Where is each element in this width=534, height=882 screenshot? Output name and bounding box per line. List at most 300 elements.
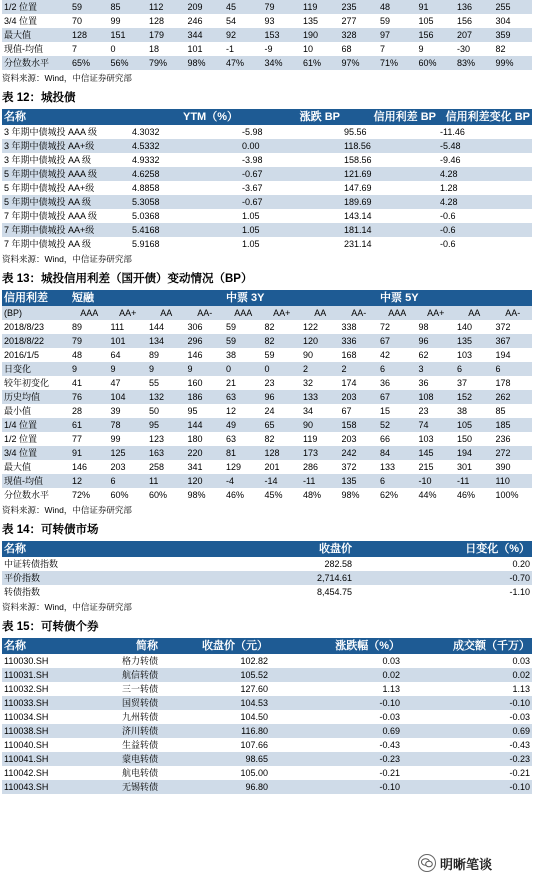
table-cell: 151 — [109, 28, 148, 42]
table-14-header-row — [2, 541, 532, 557]
col-header-spread-change-bp: 信用利差变化 BP — [438, 109, 532, 125]
table-cell: 9 — [147, 362, 186, 376]
table-row — [2, 418, 532, 432]
table-row — [2, 320, 532, 334]
table-row — [2, 654, 532, 668]
table-cell: 110 — [494, 474, 533, 488]
table-cell: 61 — [70, 418, 109, 432]
table-cell: 49 — [224, 418, 263, 432]
table-cell: 32 — [303, 378, 314, 388]
table-cell: 242 — [340, 446, 379, 460]
table-cell: 78 — [109, 418, 148, 432]
table-row — [2, 223, 532, 237]
table-cell: -0.10 — [270, 696, 402, 710]
table-cell: 63 — [224, 390, 263, 404]
table-cell: 100% — [495, 490, 519, 500]
table-cell: 1.05 — [242, 211, 260, 221]
table-cell: -0.21 — [509, 768, 530, 778]
table-cell: 国贸转债 — [102, 696, 160, 710]
table-cell: 194 — [495, 350, 511, 360]
table-cell: 9 — [186, 362, 225, 376]
table-cell: 42 — [380, 350, 391, 360]
table-cell: 74 — [417, 418, 456, 432]
table-cell: 79% — [147, 56, 186, 70]
table-cell: 11 — [147, 474, 186, 488]
table-cell: 54 — [226, 16, 237, 26]
table-cell: 163 — [147, 446, 186, 460]
table-cell: 236 — [495, 434, 511, 444]
rating-header: AA- — [494, 306, 533, 320]
table-cell: 135 — [303, 16, 319, 26]
table-cell: 201 — [264, 462, 280, 472]
table-cell: 76 — [70, 390, 109, 404]
table-cell: 46% — [457, 490, 476, 500]
rating-header: AA+ — [417, 306, 456, 320]
table-row — [2, 376, 532, 390]
table-cell: 338 — [341, 322, 357, 332]
table-cell: 0.03 — [382, 656, 400, 666]
table-cell: 21 — [226, 378, 237, 388]
table-cell: 119 — [301, 0, 340, 14]
table-cell: 84 — [378, 446, 417, 460]
table-row — [2, 390, 532, 404]
bond-code: 110041.SH — [2, 752, 102, 766]
table-cell: 258 — [149, 462, 165, 472]
table-cell: 6 — [494, 362, 533, 376]
table-cell: 133 — [380, 462, 396, 472]
row-label: 7 年期中债城投 AA 级 — [4, 239, 92, 249]
table-cell: 6 — [378, 362, 417, 376]
table-cell: 122 — [303, 322, 319, 332]
table-row — [2, 195, 532, 209]
row-label: 较年初变化 — [4, 378, 50, 388]
table-row — [2, 348, 532, 362]
row-label: 3 年期中债城投 AA 级 — [4, 155, 92, 165]
table-cell: 146 — [72, 462, 88, 472]
table-cell: 105 — [455, 418, 494, 432]
table-cell: 63 — [226, 434, 237, 444]
table-cell: 262 — [494, 390, 533, 404]
table-cell: 60% — [149, 490, 168, 500]
table-cell: 105.52 — [160, 668, 270, 682]
table-cell: 156 — [457, 16, 473, 26]
table-cell: -0.21 — [379, 768, 400, 778]
table-cell: 90 — [301, 418, 340, 432]
col-header-short-name: 简称 — [102, 638, 160, 654]
table-cell: 105.00 — [240, 768, 268, 778]
rating-header: AAA — [70, 306, 109, 320]
table-cell: 4.28 — [438, 167, 532, 181]
table-cell: 9 — [70, 362, 109, 376]
table-cell: 0.02 — [270, 668, 402, 682]
row-label: 日变化 — [2, 362, 70, 376]
table-cell: 282.58 — [324, 559, 352, 569]
table-cell: 128 — [70, 28, 109, 42]
table-cell: 48 — [378, 0, 417, 14]
table-cell: 0.20 — [512, 559, 530, 569]
rating-header: AA- — [340, 306, 379, 320]
table-row — [2, 209, 532, 223]
table-cell: -0.10 — [270, 780, 402, 794]
table-cell: 168 — [341, 350, 357, 360]
table-cell: -9.46 — [440, 155, 461, 165]
col-header-spread-bp: 信用利差 BP — [342, 109, 438, 125]
table-cell: 2 — [340, 362, 379, 376]
table-cell: 64 — [110, 350, 121, 360]
table-row — [2, 696, 532, 710]
table-cell: 146 — [187, 350, 203, 360]
col-header-pct-change: 涨跌幅（%） — [270, 638, 402, 654]
table-cell: 济川转债 — [102, 724, 160, 738]
table-cell: 189.69 — [342, 195, 438, 209]
col-header-name: 名称 — [2, 541, 178, 557]
table-cell: 85 — [109, 0, 148, 14]
watermark-text: 明晰笔谈 — [440, 856, 493, 872]
table-row — [2, 181, 532, 195]
table-cell: 7 — [380, 44, 386, 54]
table-cell: 98 — [418, 322, 429, 332]
table-cell: 286 — [303, 462, 319, 472]
table-row — [2, 0, 532, 14]
col-header-ytm: YTM（%） — [130, 109, 240, 125]
table-cell: 91 — [417, 0, 456, 14]
table-row — [2, 780, 532, 794]
table-cell: 59 — [224, 334, 263, 348]
table-row — [2, 682, 532, 696]
table-cell: 38 — [457, 406, 468, 416]
table-15-convertible-bonds — [2, 638, 532, 794]
table-cell: 九州转债 — [121, 712, 158, 722]
table-cell: 48% — [303, 490, 322, 500]
table-cell: 66 — [380, 434, 391, 444]
table-cell: 158 — [340, 418, 379, 432]
table-cell: 209 — [186, 0, 225, 14]
table-cell: 72 — [380, 322, 391, 332]
col-header-daily-change: 日变化（%） — [354, 541, 532, 557]
table-cell: 39 — [110, 406, 121, 416]
table-row — [2, 432, 532, 446]
table-row — [2, 752, 532, 766]
table-row — [2, 237, 532, 251]
group-header-spread: 信用利差 — [2, 290, 70, 306]
table-cell: -0.6 — [440, 239, 456, 249]
row-label: 3/4 位置 — [4, 16, 38, 26]
table-cell: 220 — [186, 446, 225, 460]
table-cell: 121.69 — [342, 167, 438, 181]
table-cell: 127.60 — [240, 684, 268, 694]
table-cell: 136 — [455, 0, 494, 14]
table-row — [2, 42, 532, 56]
table-cell: 96 — [263, 390, 302, 404]
table-cell: 50 — [149, 406, 160, 416]
table-cell: 蒙电转债 — [102, 752, 160, 766]
table-cell: 4.3032 — [132, 127, 160, 137]
table-cell: 92 — [224, 28, 263, 42]
table-row — [2, 488, 532, 502]
table-cell: 82 — [264, 322, 275, 332]
table-cell: 12 — [70, 474, 109, 488]
row-label: 3 年期中债城投 AA+级 — [2, 139, 130, 153]
table-cell: -1.10 — [509, 587, 530, 597]
row-label: 转债指数 — [4, 587, 41, 597]
table-cell: 71% — [378, 56, 417, 70]
bond-code: 110031.SH — [2, 668, 102, 682]
table-cell: 118.56 — [342, 139, 438, 153]
rating-header: AA — [455, 306, 494, 320]
rating-header: AA- — [186, 306, 225, 320]
table-cell: 82 — [264, 434, 275, 444]
rating-header: AA — [301, 306, 340, 320]
table-cell: 107.66 — [240, 740, 268, 750]
table-cell: 147.69 — [344, 183, 372, 193]
table-cell: 9 — [418, 44, 424, 54]
table-row — [2, 139, 532, 153]
table-cell: 0.69 — [270, 724, 402, 738]
table-cell: 390 — [495, 462, 511, 472]
table-cell: 178 — [495, 378, 511, 388]
table-cell: 372 — [495, 322, 511, 332]
table-cell: -0.6 — [440, 211, 456, 221]
table-14-convertible-market — [2, 541, 532, 599]
table-cell: 48 — [72, 350, 83, 360]
table-cell: 132 — [147, 390, 186, 404]
table-cell: -3.98 — [242, 155, 263, 165]
table-cell: 格力转债 — [121, 656, 158, 666]
table-row — [2, 153, 532, 167]
row-label: 最大值 — [2, 28, 70, 42]
table-cell: -30 — [457, 44, 471, 54]
table-cell: 235 — [340, 0, 379, 14]
table-cell: 101 — [187, 44, 203, 54]
table-row — [2, 571, 532, 585]
table-row — [2, 362, 532, 376]
table-cell: 372 — [341, 462, 357, 472]
rating-header: AA+ — [109, 306, 148, 320]
table-cell: 96 — [417, 334, 456, 348]
unit-label: (BP) — [2, 306, 70, 320]
bond-code: 110032.SH — [4, 684, 49, 694]
bond-code: 110034.SH — [4, 712, 49, 722]
row-label: 7 年期中债城投 AAA 级 — [4, 211, 98, 221]
table-cell: -11 — [455, 474, 494, 488]
table-cell: 44% — [418, 490, 437, 500]
row-label: 2018/8/22 — [2, 334, 70, 348]
table-cell: 203 — [341, 434, 357, 444]
table-cell: 277 — [341, 16, 357, 26]
table-cell: 1.28 — [440, 183, 458, 193]
table-cell: 95 — [187, 406, 198, 416]
table-cell: -5.98 — [242, 127, 263, 137]
table-cell: 98% — [186, 56, 225, 70]
table-cell: 91 — [70, 446, 109, 460]
table-cell: 111 — [110, 322, 125, 332]
table-11-continuation — [2, 0, 532, 70]
table-cell: 120 — [186, 474, 225, 488]
row-label: 1/2 位置 — [4, 434, 38, 444]
group-header-mtn-5y: 中票 5Y — [378, 290, 532, 306]
table-cell: 101 — [109, 334, 148, 348]
table-cell: 179 — [147, 28, 186, 42]
table-13-title: 表 13：城投信用利差（国开债）变动情况（BP） — [2, 273, 253, 285]
table-row — [2, 446, 532, 460]
table-cell: 336 — [340, 334, 379, 348]
table-cell: -0.67 — [240, 167, 342, 181]
table-cell: 61% — [301, 56, 340, 70]
source-note-1: 资料来源：Wind，中信证券研究部 — [2, 73, 132, 83]
table-15-title: 表 15：可转债个券 — [2, 621, 99, 633]
table-cell: -11 — [301, 474, 340, 488]
table-cell: 190 — [301, 28, 340, 42]
table-cell: 65 — [263, 418, 302, 432]
row-label: 5 年期中债城投 AAA 级 — [2, 167, 130, 181]
row-label: 分位数水平 — [2, 56, 70, 70]
table-cell: 96.80 — [160, 780, 270, 794]
table-cell: 38 — [226, 350, 237, 360]
table-cell: 45 — [224, 0, 263, 14]
table-cell: 104.53 — [160, 696, 270, 710]
table-cell: 231.14 — [344, 239, 372, 249]
table-cell: 98% — [341, 490, 360, 500]
table-cell: 359 — [494, 28, 533, 42]
table-cell: -10 — [417, 474, 456, 488]
table-cell: 41 — [72, 378, 83, 388]
table-cell: 0.03 — [512, 656, 530, 666]
table-cell: 123 — [149, 434, 165, 444]
table-cell: 105 — [418, 16, 434, 26]
table-cell: -0.23 — [402, 752, 532, 766]
rating-header: AAA — [378, 306, 417, 320]
table-cell: 72% — [72, 490, 91, 500]
table-cell: 9 — [109, 362, 148, 376]
table-cell: 1.05 — [240, 223, 342, 237]
table-cell: 296 — [186, 334, 225, 348]
table-cell: 97 — [378, 28, 417, 42]
table-cell: 2 — [301, 362, 340, 376]
table-row — [2, 738, 532, 752]
table-cell: -3.67 — [242, 183, 263, 193]
table-cell: 77 — [72, 434, 83, 444]
table-cell: 0.69 — [402, 724, 532, 738]
table-row — [2, 724, 532, 738]
table-cell: 23 — [264, 378, 275, 388]
table-cell: 0 — [263, 362, 302, 376]
table-cell: 67 — [378, 390, 417, 404]
table-cell: 186 — [186, 390, 225, 404]
table-cell: 34% — [263, 56, 302, 70]
table-cell: 143.14 — [344, 211, 372, 221]
table-cell: 24 — [264, 406, 275, 416]
table-cell: 129 — [226, 462, 242, 472]
table-cell: 6 — [109, 474, 148, 488]
table-cell: -0.43 — [509, 740, 530, 750]
table-cell: 344 — [186, 28, 225, 42]
table-cell: 67 — [341, 406, 352, 416]
table-cell: 12 — [226, 406, 237, 416]
table-cell: -0.43 — [379, 740, 400, 750]
table-cell: -9 — [264, 44, 273, 54]
table-cell: -11.46 — [440, 127, 465, 137]
col-header-name: 名称 — [2, 109, 130, 125]
table-cell: 52 — [378, 418, 417, 432]
table-row — [2, 557, 532, 571]
table-row — [2, 404, 532, 418]
table-cell: 304 — [495, 16, 511, 26]
table-cell: 0.00 — [240, 139, 342, 153]
table-cell: 180 — [187, 434, 203, 444]
table-cell: -0.6 — [438, 223, 532, 237]
bond-code: 110030.SH — [4, 656, 49, 666]
group-header-short-term: 短融 — [70, 290, 224, 306]
table-cell: 85 — [495, 406, 506, 416]
table-cell: 45% — [264, 490, 283, 500]
row-label: 中证转债指数 — [4, 559, 59, 569]
bond-code: 110033.SH — [2, 696, 102, 710]
table-cell: 158.56 — [344, 155, 372, 165]
table-cell: 47 — [110, 378, 121, 388]
table-cell: 125 — [109, 446, 148, 460]
table-cell: 60% — [417, 56, 456, 70]
table-cell: 153 — [263, 28, 302, 42]
table-cell: 93 — [264, 16, 275, 26]
table-cell: 59 — [380, 16, 391, 26]
table-cell: 36 — [418, 378, 429, 388]
row-label: 现值-均值 — [2, 474, 70, 488]
table-cell: 255 — [494, 0, 533, 14]
table-cell: 23 — [418, 406, 429, 416]
table-cell: 1.13 — [382, 684, 400, 694]
table-row — [2, 167, 532, 181]
table-row — [2, 334, 532, 348]
table-13-spread-changes — [2, 290, 532, 502]
table-cell: 152 — [455, 390, 494, 404]
table-cell: 160 — [187, 378, 203, 388]
table-cell: 135 — [455, 334, 494, 348]
table-cell: 8,454.75 — [316, 587, 352, 597]
table-cell: 103 — [418, 434, 434, 444]
table-cell: 67 — [378, 334, 417, 348]
source-note-3: 资料来源：Wind，中信证券研究部 — [2, 505, 132, 515]
table-cell: -0.70 — [354, 571, 532, 585]
table-row — [2, 585, 532, 599]
table-cell: 46% — [226, 490, 245, 500]
table-cell: -1 — [226, 44, 235, 54]
table-cell: 5.4168 — [130, 223, 240, 237]
row-label: 7 年期中债城投 AA+级 — [2, 223, 130, 237]
table-cell: 98.65 — [160, 752, 270, 766]
table-cell: 104 — [109, 390, 148, 404]
table-cell: 185 — [494, 418, 533, 432]
table-14-title: 表 14：可转债市场 — [2, 524, 99, 536]
table-cell: 0.02 — [402, 668, 532, 682]
table-cell: 无锡转债 — [102, 780, 160, 794]
table-cell: 5.9168 — [132, 239, 160, 249]
table-cell: 68 — [341, 44, 352, 54]
table-cell: 99 — [110, 16, 121, 26]
table-cell: 62 — [418, 350, 429, 360]
table-cell: 116.80 — [160, 724, 270, 738]
col-header-close-price: 收盘价（元） — [160, 638, 270, 654]
table-cell: 37 — [457, 378, 468, 388]
group-header-mtn-3y: 中票 3Y — [224, 290, 378, 306]
table-cell: 144 — [186, 418, 225, 432]
table-cell: 2,714.61 — [178, 571, 354, 585]
table-cell: 306 — [187, 322, 203, 332]
table-cell: 156 — [417, 28, 456, 42]
table-cell: 34 — [303, 406, 314, 416]
table-cell: 89 — [149, 350, 160, 360]
table-row — [2, 474, 532, 488]
table-cell: 4.5332 — [130, 139, 240, 153]
